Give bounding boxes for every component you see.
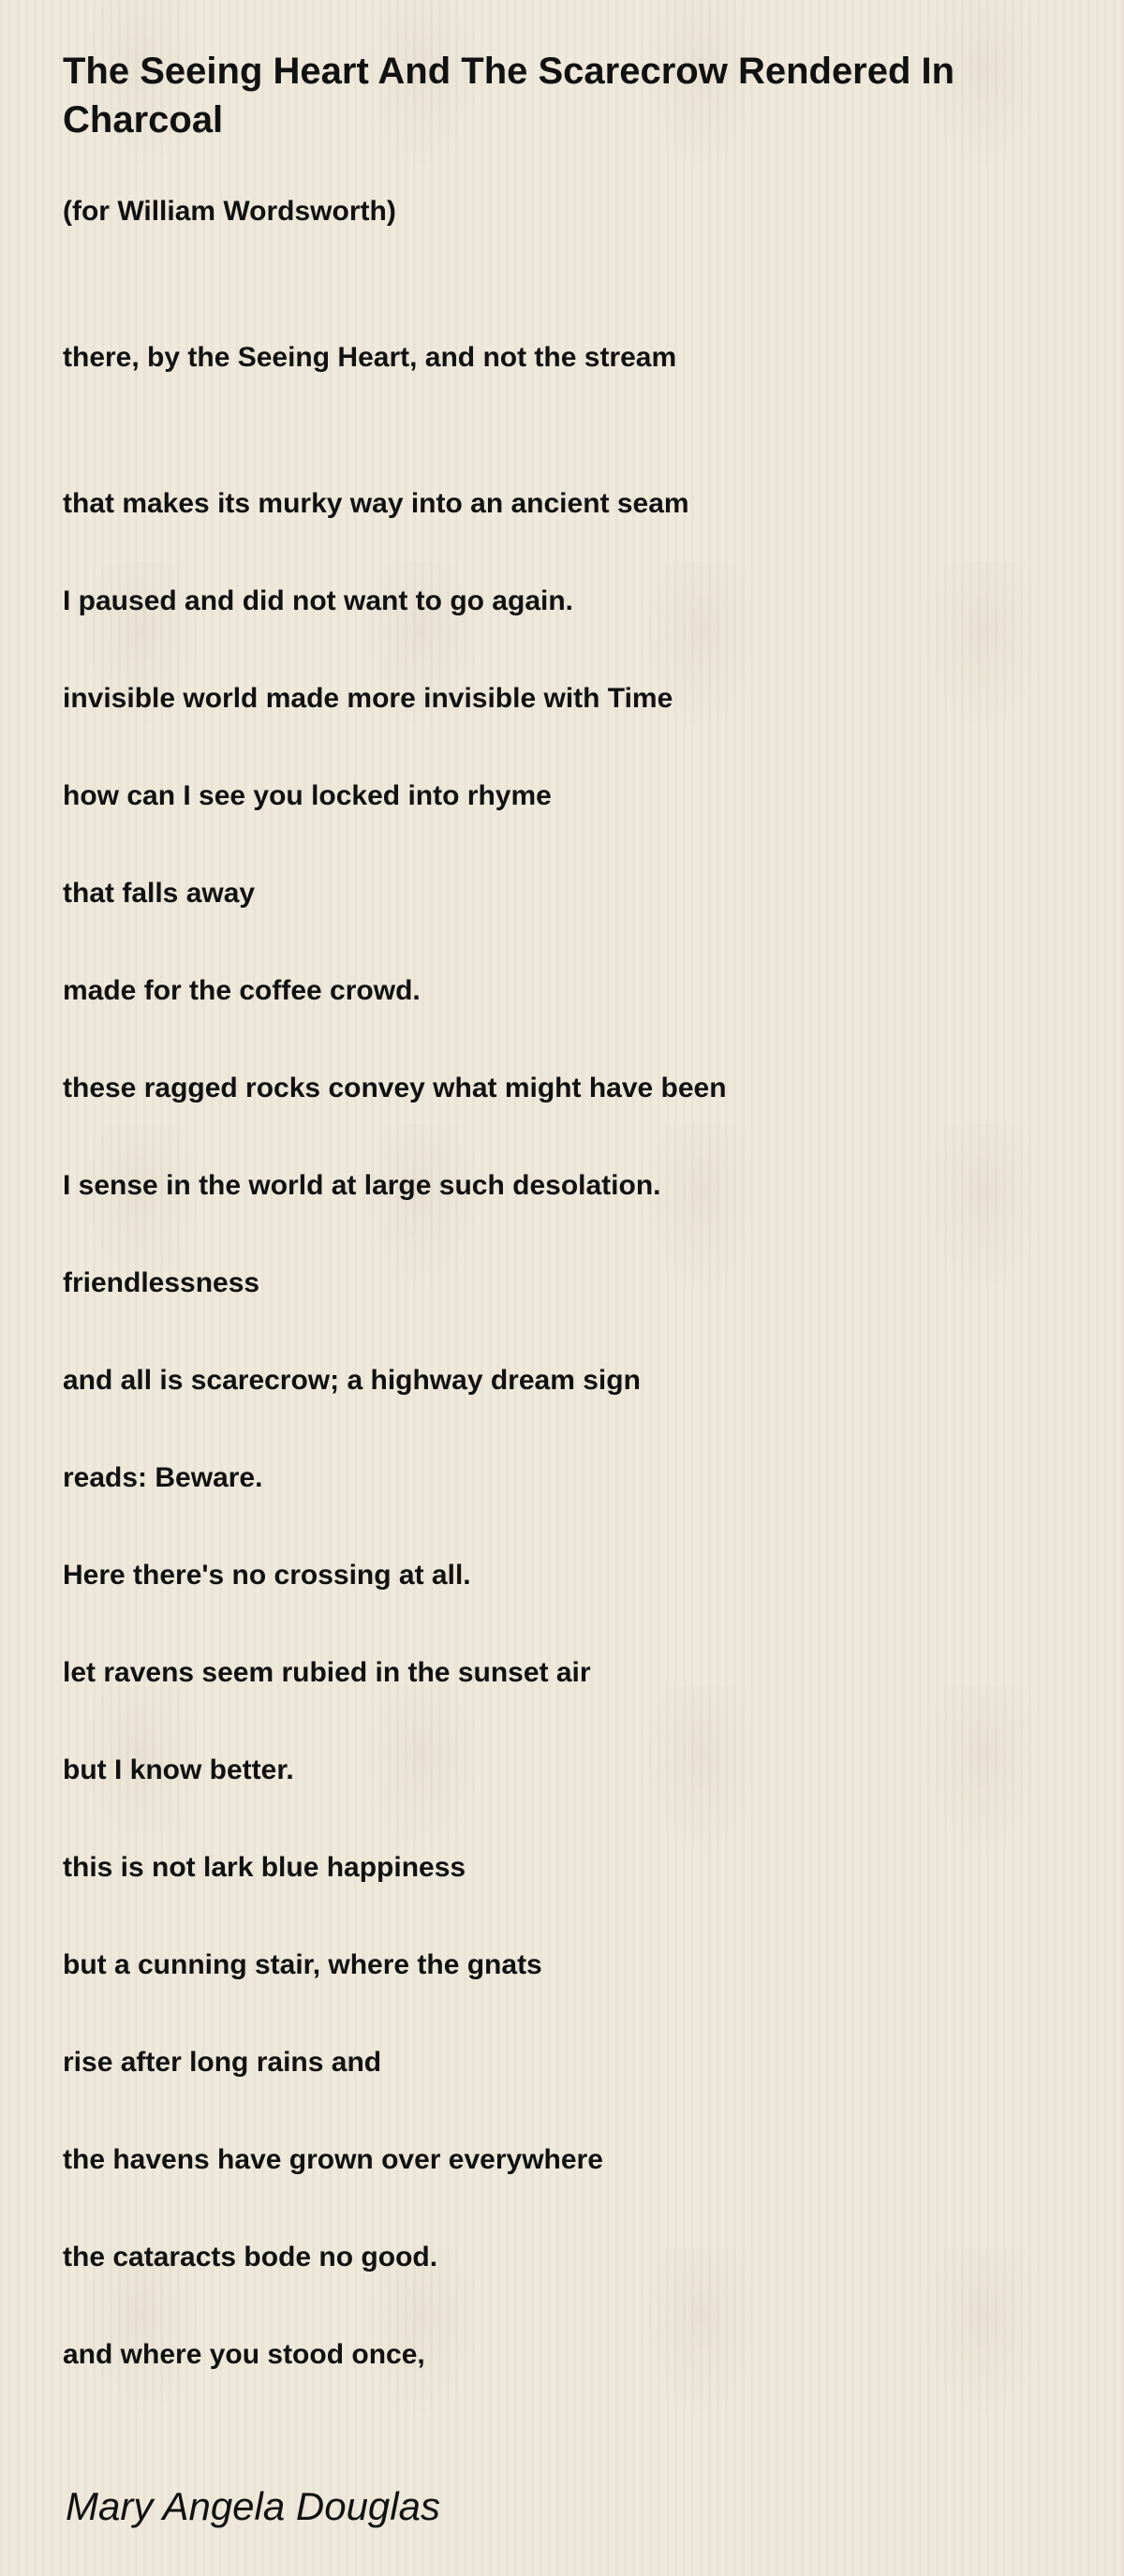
poem-line: the havens have grown over everywhere: [63, 2144, 603, 2175]
poem-line: friendlessness: [63, 1267, 260, 1298]
poem-line: how can I see you locked into rhyme: [63, 780, 552, 811]
poem-line: I sense in the world at large such desolation.: [63, 1170, 661, 1201]
poem-line: and all is scarecrow; a highway dream sign: [63, 1365, 641, 1396]
poem-line: this is not lark blue happiness: [63, 1852, 466, 1883]
poem-line: that falls away: [63, 878, 256, 909]
poem-line: but I know better.: [63, 1754, 294, 1785]
poem-line: made for the coffee crowd.: [63, 975, 421, 1006]
poem-line: that makes its murky way into an ancient seam: [63, 488, 689, 519]
poem-line: these ragged rocks convey what might have been: [63, 1073, 727, 1103]
poem-line: and where you stood once,: [63, 2339, 425, 2370]
poem-page: [63, 0, 1061, 2576]
poem-line: there, by the Seeing Heart, and not the stream: [63, 342, 677, 373]
poem-line: Here there's no crossing at all.: [63, 1560, 471, 1591]
poem-line: the cataracts bode no good.: [63, 2242, 438, 2273]
poem-author: Mary Angela Douglas: [66, 2484, 440, 2528]
poem-line: but a cunning stair, where the gnats: [63, 1949, 542, 1980]
poem-dedication: (for William Wordsworth): [63, 196, 396, 227]
poem-line: rise after long rains and: [63, 2047, 382, 2078]
poem-line: I paused and did not want to go again.: [63, 585, 573, 616]
poem-line: invisible world made more invisible with Time: [63, 683, 673, 714]
poem-line: reads: Beware.: [63, 1462, 263, 1493]
poem-line: let ravens seem rubied in the sunset air: [63, 1657, 591, 1688]
poem-title: The Seeing Heart And The Scarecrow Rendered In Charcoal: [63, 51, 955, 141]
